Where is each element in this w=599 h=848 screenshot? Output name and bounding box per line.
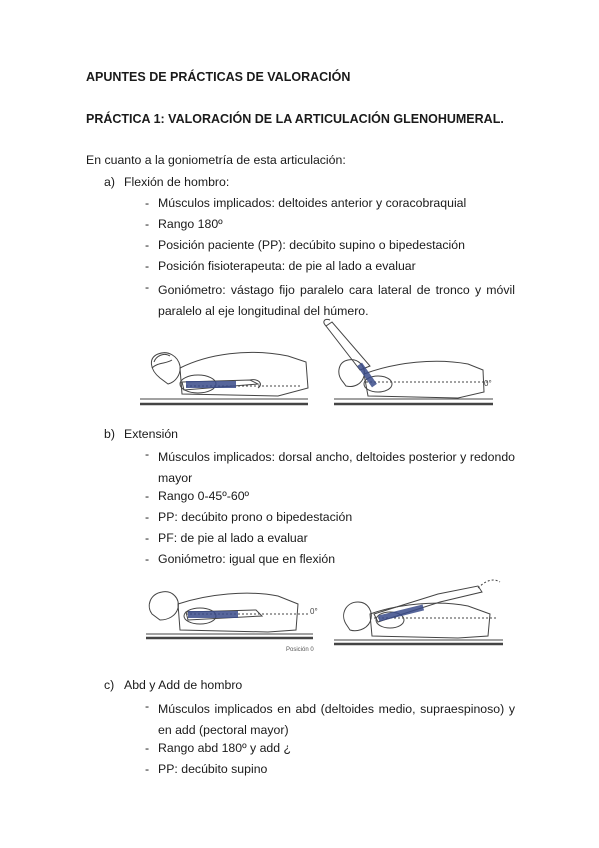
extension-angle-label: 0° — [310, 607, 318, 616]
section-b-heading: Extensión — [124, 427, 179, 441]
list-item: Músculos implicados: dorsal ancho, deltoides posterior y redondo mayor — [158, 450, 515, 485]
list-item: Rango 0-45º-60º — [158, 489, 250, 503]
bullet-dash: - — [145, 238, 150, 252]
bullet-dash: - — [145, 762, 150, 776]
list-item: PP: decúbito supino — [158, 762, 268, 776]
list-item: Posición paciente (PP): decúbito supino o bipedestación — [158, 238, 465, 252]
flexion-illustration — [138, 318, 498, 410]
bullet-dash: - — [145, 510, 150, 524]
bullet-dash: - — [145, 280, 150, 294]
bullet-dash: - — [145, 741, 150, 755]
list-item: Músculos implicados: deltoides anterior y coracobraquial — [158, 196, 467, 210]
bullet-dash: - — [145, 552, 150, 566]
list-item: Músculos implicados en abd (deltoides medio, supraespinoso) y en add (pectoral mayor) — [158, 702, 515, 737]
document-title: APUNTES DE PRÁCTICAS DE VALORACIÓN — [86, 70, 351, 84]
section-a-heading: Flexión de hombro: — [124, 175, 230, 189]
intro-text: En cuanto a la goniometría de esta articulación: — [86, 153, 346, 167]
list-item: PP: decúbito prono o bipedestación — [158, 510, 353, 524]
bullet-dash: - — [145, 217, 150, 231]
section-c-heading: Abd y Add de hombro — [124, 678, 243, 692]
bullet-dash: - — [145, 699, 150, 713]
section-b-marker: b) — [104, 427, 115, 441]
bullet-dash: - — [145, 531, 150, 545]
list-item: Posición fisioterapeuta: de pie al lado a evaluar — [158, 259, 416, 273]
list-item: Goniómetro: vástago fijo paralelo cara lateral de tronco y móvil paralelo al eje longitudinal del húmero. — [158, 283, 515, 318]
list-item: Rango abd 180º y add ¿ — [158, 741, 292, 755]
bullet-dash: - — [145, 447, 150, 461]
section-c-marker: c) — [104, 678, 115, 692]
practice-title: PRÁCTICA 1: VALORACIÓN DE LA ARTICULACIÓN GLENOHUMERAL. — [86, 112, 504, 126]
bullet-dash: - — [145, 259, 150, 273]
list-item: Rango 180º — [158, 217, 223, 231]
extension-caption: Posición 0 — [286, 647, 314, 653]
bullet-dash: - — [145, 489, 150, 503]
list-item: Goniómetro: igual que en flexión — [158, 552, 336, 566]
extension-illustration — [138, 574, 508, 666]
flexion-angle-label: 0° — [484, 379, 492, 388]
list-item: PF: de pie al lado a evaluar — [158, 531, 308, 545]
section-a-marker: a) — [104, 175, 115, 189]
bullet-dash: - — [145, 196, 150, 210]
